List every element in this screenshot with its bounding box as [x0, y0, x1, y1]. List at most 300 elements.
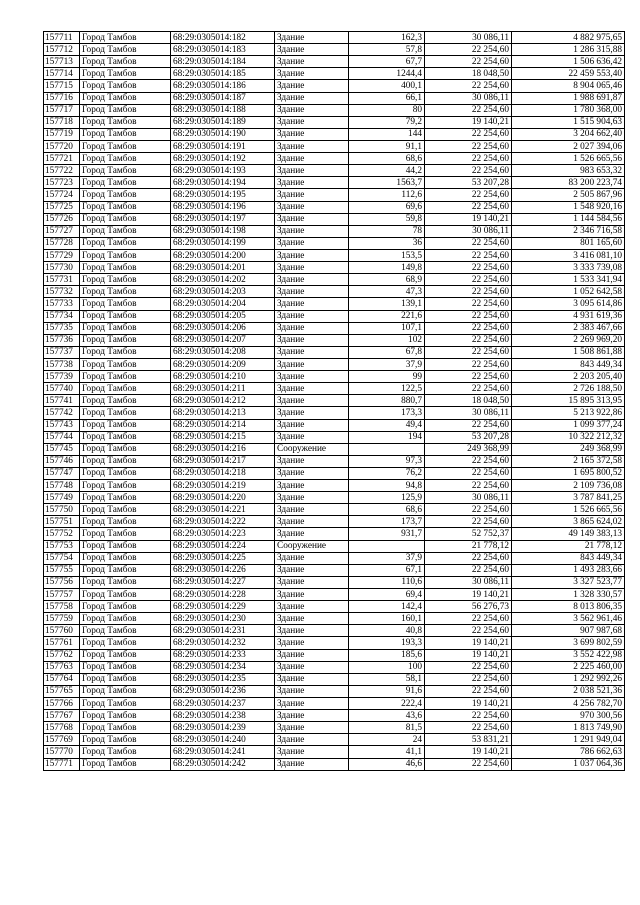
cadastral-number-cell: 68:29:0305014:184	[171, 56, 275, 68]
locality-cell: Город Тамбов	[80, 56, 171, 68]
area-cell: 81,5	[349, 722, 425, 734]
cadastral-value-cell: 2 165 372,58	[512, 455, 625, 467]
specific-value-cell: 22 254,60	[425, 298, 512, 310]
cadastral-number-cell: 68:29:0305014:194	[171, 177, 275, 189]
specific-value-cell: 30 086,11	[425, 407, 512, 419]
cadastral-value-cell: 1 099 377,24	[512, 419, 625, 431]
specific-value-cell: 22 254,60	[425, 128, 512, 140]
cadastral-number-cell: 68:29:0305014:193	[171, 165, 275, 177]
locality-cell: Город Тамбов	[80, 625, 171, 637]
table-row	[44, 649, 625, 661]
cadastral-number-cell: 68:29:0305014:225	[171, 552, 275, 564]
cadastral-number-cell: 68:29:0305014:203	[171, 286, 275, 298]
area-cell: 142,4	[349, 601, 425, 613]
cadastral-value-cell: 1 291 949,04	[512, 734, 625, 746]
object-type-cell: Здание	[275, 286, 349, 298]
area-cell: 36	[349, 237, 425, 249]
locality-cell: Город Тамбов	[80, 504, 171, 516]
cadastral-value-cell: 3 327 523,77	[512, 576, 625, 588]
specific-value-cell: 22 254,60	[425, 371, 512, 383]
cadastral-number-cell: 68:29:0305014:199	[171, 237, 275, 249]
table-row	[44, 189, 625, 201]
table-row	[44, 637, 625, 649]
locality-cell: Город Тамбов	[80, 153, 171, 165]
object-type-cell: Здание	[275, 189, 349, 201]
cadastral-value-cell: 970 300,56	[512, 710, 625, 722]
cadastral-number-cell: 68:29:0305014:208	[171, 346, 275, 358]
object-type-cell: Здание	[275, 589, 349, 601]
specific-value-cell: 30 086,11	[425, 92, 512, 104]
cadastral-number-cell: 68:29:0305014:220	[171, 492, 275, 504]
row-number-cell: 157741	[44, 395, 80, 407]
cadastral-number-cell: 68:29:0305014:226	[171, 564, 275, 576]
object-type-cell: Здание	[275, 298, 349, 310]
object-type-cell: Здание	[275, 576, 349, 588]
cadastral-value-cell: 3 865 624,02	[512, 516, 625, 528]
table-row	[44, 722, 625, 734]
table-row	[44, 710, 625, 722]
object-type-cell: Здание	[275, 758, 349, 770]
specific-value-cell: 22 254,60	[425, 673, 512, 685]
locality-cell: Город Тамбов	[80, 80, 171, 92]
cadastral-value-cell: 1 548 920,16	[512, 201, 625, 213]
table-row	[44, 673, 625, 685]
table-row	[44, 201, 625, 213]
cadastral-value-cell: 15 895 313,95	[512, 395, 625, 407]
row-number-cell: 157765	[44, 685, 80, 697]
area-cell: 59,8	[349, 213, 425, 225]
locality-cell: Город Тамбов	[80, 710, 171, 722]
cadastral-number-cell: 68:29:0305014:188	[171, 104, 275, 116]
area-cell: 76,2	[349, 467, 425, 479]
object-type-cell: Здание	[275, 237, 349, 249]
locality-cell: Город Тамбов	[80, 165, 171, 177]
locality-cell: Город Тамбов	[80, 249, 171, 261]
table-row	[44, 249, 625, 261]
specific-value-cell: 22 254,60	[425, 613, 512, 625]
area-cell: 222,4	[349, 698, 425, 710]
locality-cell: Город Тамбов	[80, 44, 171, 56]
specific-value-cell: 30 086,11	[425, 225, 512, 237]
area-cell: 67,1	[349, 564, 425, 576]
locality-cell: Город Тамбов	[80, 104, 171, 116]
specific-value-cell: 22 254,60	[425, 56, 512, 68]
row-number-cell: 157755	[44, 564, 80, 576]
cadastral-value-cell: 983 653,32	[512, 165, 625, 177]
cadastral-value-cell: 1 292 992,26	[512, 673, 625, 685]
cadastral-value-cell: 801 165,60	[512, 237, 625, 249]
object-type-cell: Здание	[275, 177, 349, 189]
area-cell: 37,9	[349, 358, 425, 370]
cadastral-number-cell: 68:29:0305014:234	[171, 661, 275, 673]
locality-cell: Город Тамбов	[80, 419, 171, 431]
row-number-cell: 157763	[44, 661, 80, 673]
locality-cell: Город Тамбов	[80, 480, 171, 492]
locality-cell: Город Тамбов	[80, 649, 171, 661]
table-row	[44, 262, 625, 274]
locality-cell: Город Тамбов	[80, 673, 171, 685]
object-type-cell: Здание	[275, 431, 349, 443]
cadastral-value-cell: 1 526 665,56	[512, 504, 625, 516]
locality-cell: Город Тамбов	[80, 661, 171, 673]
specific-value-cell: 22 254,60	[425, 322, 512, 334]
object-type-cell: Здание	[275, 722, 349, 734]
object-type-cell: Здание	[275, 710, 349, 722]
cadastral-number-cell: 68:29:0305014:202	[171, 274, 275, 286]
table-row	[44, 589, 625, 601]
locality-cell: Город Тамбов	[80, 310, 171, 322]
table-row	[44, 334, 625, 346]
cadastral-value-cell: 786 662,63	[512, 746, 625, 758]
object-type-cell: Здание	[275, 322, 349, 334]
cadastral-number-cell: 68:29:0305014:201	[171, 262, 275, 274]
object-type-cell: Здание	[275, 334, 349, 346]
cadastral-value-cell: 1 037 064,36	[512, 758, 625, 770]
row-number-cell: 157754	[44, 552, 80, 564]
row-number-cell: 157760	[44, 625, 80, 637]
locality-cell: Город Тамбов	[80, 613, 171, 625]
specific-value-cell: 22 254,60	[425, 710, 512, 722]
cadastral-number-cell: 68:29:0305014:217	[171, 455, 275, 467]
area-cell: 67,8	[349, 346, 425, 358]
specific-value-cell: 30 086,11	[425, 32, 512, 44]
cadastral-value-cell: 3 552 422,98	[512, 649, 625, 661]
cadastral-value-cell: 907 987,68	[512, 625, 625, 637]
area-cell: 193,3	[349, 637, 425, 649]
cadastral-number-cell: 68:29:0305014:231	[171, 625, 275, 637]
area-cell: 173,7	[349, 516, 425, 528]
locality-cell: Город Тамбов	[80, 68, 171, 80]
cadastral-value-cell: 843 449,34	[512, 358, 625, 370]
locality-cell: Город Тамбов	[80, 358, 171, 370]
locality-cell: Город Тамбов	[80, 758, 171, 770]
specific-value-cell: 53 207,28	[425, 177, 512, 189]
row-number-cell: 157761	[44, 637, 80, 649]
cadastral-number-cell: 68:29:0305014:215	[171, 431, 275, 443]
table-row	[44, 395, 625, 407]
area-cell: 139,1	[349, 298, 425, 310]
table-row	[44, 177, 625, 189]
cadastral-number-cell: 68:29:0305014:200	[171, 249, 275, 261]
row-number-cell: 157730	[44, 262, 80, 274]
row-number-cell: 157749	[44, 492, 80, 504]
specific-value-cell: 30 086,11	[425, 492, 512, 504]
locality-cell: Город Тамбов	[80, 407, 171, 419]
specific-value-cell: 53 831,21	[425, 734, 512, 746]
specific-value-cell: 21 778,12	[425, 540, 512, 552]
area-cell: 160,1	[349, 613, 425, 625]
area-cell: 78	[349, 225, 425, 237]
table-row	[44, 625, 625, 637]
specific-value-cell: 22 254,60	[425, 758, 512, 770]
specific-value-cell: 249 368,99	[425, 443, 512, 455]
object-type-cell: Здание	[275, 673, 349, 685]
row-number-cell: 157743	[44, 419, 80, 431]
cadastral-value-cell: 3 095 614,86	[512, 298, 625, 310]
locality-cell: Город Тамбов	[80, 395, 171, 407]
specific-value-cell: 22 254,60	[425, 286, 512, 298]
row-number-cell: 157769	[44, 734, 80, 746]
cadastral-value-cell: 1 533 341,94	[512, 274, 625, 286]
cadastral-number-cell: 68:29:0305014:210	[171, 371, 275, 383]
locality-cell: Город Тамбов	[80, 576, 171, 588]
object-type-cell: Здание	[275, 467, 349, 479]
area-cell: 153,5	[349, 249, 425, 261]
locality-cell: Город Тамбов	[80, 371, 171, 383]
locality-cell: Город Тамбов	[80, 540, 171, 552]
locality-cell: Город Тамбов	[80, 116, 171, 128]
row-number-cell: 157732	[44, 286, 80, 298]
cadastral-number-cell: 68:29:0305014:227	[171, 576, 275, 588]
row-number-cell: 157759	[44, 613, 80, 625]
object-type-cell: Здание	[275, 153, 349, 165]
row-number-cell: 157771	[44, 758, 80, 770]
specific-value-cell: 22 254,60	[425, 419, 512, 431]
table-row	[44, 734, 625, 746]
table-row	[44, 504, 625, 516]
object-type-cell: Здание	[275, 516, 349, 528]
specific-value-cell: 22 254,60	[425, 564, 512, 576]
cadastral-value-cell: 2 383 467,66	[512, 322, 625, 334]
specific-value-cell: 22 254,60	[425, 552, 512, 564]
row-number-cell: 157714	[44, 68, 80, 80]
area-cell	[349, 540, 425, 552]
row-number-cell: 157727	[44, 225, 80, 237]
locality-cell: Город Тамбов	[80, 286, 171, 298]
table-row	[44, 358, 625, 370]
object-type-cell: Здание	[275, 165, 349, 177]
row-number-cell: 157735	[44, 322, 80, 334]
cadastral-number-cell: 68:29:0305014:233	[171, 649, 275, 661]
row-number-cell: 157770	[44, 746, 80, 758]
row-number-cell: 157711	[44, 32, 80, 44]
row-number-cell: 157728	[44, 237, 80, 249]
locality-cell: Город Тамбов	[80, 383, 171, 395]
row-number-cell: 157768	[44, 722, 80, 734]
object-type-cell: Здание	[275, 92, 349, 104]
table-row	[44, 467, 625, 479]
row-number-cell: 157712	[44, 44, 80, 56]
cadastral-value-cell: 4 931 619,36	[512, 310, 625, 322]
cadastral-value-cell: 1 286 315,88	[512, 44, 625, 56]
specific-value-cell: 22 254,60	[425, 334, 512, 346]
specific-value-cell: 19 140,21	[425, 637, 512, 649]
row-number-cell: 157751	[44, 516, 80, 528]
table-row	[44, 165, 625, 177]
cadastral-value-cell: 1 493 283,66	[512, 564, 625, 576]
object-type-cell: Здание	[275, 601, 349, 613]
locality-cell: Город Тамбов	[80, 225, 171, 237]
object-type-cell: Здание	[275, 698, 349, 710]
object-type-cell: Здание	[275, 407, 349, 419]
cadastral-number-cell: 68:29:0305014:185	[171, 68, 275, 80]
specific-value-cell: 19 140,21	[425, 213, 512, 225]
area-cell: 99	[349, 371, 425, 383]
table-row	[44, 516, 625, 528]
row-number-cell: 157753	[44, 540, 80, 552]
table-row	[44, 564, 625, 576]
row-number-cell: 157739	[44, 371, 80, 383]
cadastral-value-cell: 1 695 800,52	[512, 467, 625, 479]
locality-cell: Город Тамбов	[80, 722, 171, 734]
cadastral-value-cell: 1 506 636,42	[512, 56, 625, 68]
specific-value-cell: 22 254,60	[425, 516, 512, 528]
row-number-cell: 157734	[44, 310, 80, 322]
specific-value-cell: 22 254,60	[425, 44, 512, 56]
table-row	[44, 80, 625, 92]
row-number-cell: 157726	[44, 213, 80, 225]
row-number-cell: 157747	[44, 467, 80, 479]
specific-value-cell: 22 254,60	[425, 249, 512, 261]
area-cell: 46,6	[349, 758, 425, 770]
specific-value-cell: 19 140,21	[425, 649, 512, 661]
cadastral-number-cell: 68:29:0305014:198	[171, 225, 275, 237]
area-cell: 91,6	[349, 685, 425, 697]
specific-value-cell: 22 254,60	[425, 625, 512, 637]
specific-value-cell: 22 254,60	[425, 661, 512, 673]
locality-cell: Город Тамбов	[80, 140, 171, 152]
object-type-cell: Здание	[275, 552, 349, 564]
cadastral-number-cell: 68:29:0305014:241	[171, 746, 275, 758]
cadastral-number-cell: 68:29:0305014:186	[171, 80, 275, 92]
area-cell: 931,7	[349, 528, 425, 540]
object-type-cell: Здание	[275, 140, 349, 152]
cadastral-value-cell: 49 149 383,13	[512, 528, 625, 540]
table-row	[44, 128, 625, 140]
cadastral-number-cell: 68:29:0305014:195	[171, 189, 275, 201]
table-row	[44, 455, 625, 467]
area-cell: 44,2	[349, 165, 425, 177]
object-type-cell: Здание	[275, 116, 349, 128]
area-cell: 80	[349, 104, 425, 116]
cadastral-number-cell: 68:29:0305014:219	[171, 480, 275, 492]
row-number-cell: 157758	[44, 601, 80, 613]
table-row	[44, 746, 625, 758]
cadastral-number-cell: 68:29:0305014:240	[171, 734, 275, 746]
locality-cell: Город Тамбов	[80, 601, 171, 613]
locality-cell: Город Тамбов	[80, 32, 171, 44]
table-row	[44, 225, 625, 237]
area-cell: 880,7	[349, 395, 425, 407]
object-type-cell: Здание	[275, 104, 349, 116]
area-cell: 69,6	[349, 201, 425, 213]
table-row	[44, 104, 625, 116]
cadastral-value-cell: 2 225 460,00	[512, 661, 625, 673]
locality-cell: Город Тамбов	[80, 334, 171, 346]
cadastral-value-cell: 3 562 961,46	[512, 613, 625, 625]
cadastral-value-cell: 2 505 867,96	[512, 189, 625, 201]
cadastral-number-cell: 68:29:0305014:223	[171, 528, 275, 540]
table-row	[44, 383, 625, 395]
area-cell: 43,6	[349, 710, 425, 722]
row-number-cell: 157716	[44, 92, 80, 104]
area-cell: 66,1	[349, 92, 425, 104]
row-number-cell: 157723	[44, 177, 80, 189]
table-row	[44, 44, 625, 56]
cadastral-value-cell: 1 052 642,58	[512, 286, 625, 298]
object-type-cell: Здание	[275, 637, 349, 649]
object-type-cell: Сооружение	[275, 540, 349, 552]
specific-value-cell: 22 254,60	[425, 140, 512, 152]
area-cell: 1244,4	[349, 68, 425, 80]
object-type-cell: Здание	[275, 68, 349, 80]
locality-cell: Город Тамбов	[80, 467, 171, 479]
locality-cell: Город Тамбов	[80, 237, 171, 249]
object-type-cell: Здание	[275, 80, 349, 92]
object-type-cell: Здание	[275, 56, 349, 68]
cadastral-value-cell: 1 515 904,63	[512, 116, 625, 128]
locality-cell: Город Тамбов	[80, 685, 171, 697]
table-row	[44, 492, 625, 504]
cadastral-number-cell: 68:29:0305014:224	[171, 540, 275, 552]
specific-value-cell: 19 140,21	[425, 698, 512, 710]
cadastral-value-cell: 5 213 922,86	[512, 407, 625, 419]
area-cell: 41,1	[349, 746, 425, 758]
object-type-cell: Здание	[275, 528, 349, 540]
area-cell: 194	[349, 431, 425, 443]
cadastral-value-cell: 2 038 521,36	[512, 685, 625, 697]
cadastral-number-cell: 68:29:0305014:238	[171, 710, 275, 722]
object-type-cell: Здание	[275, 201, 349, 213]
object-type-cell: Здание	[275, 395, 349, 407]
area-cell: 112,6	[349, 189, 425, 201]
specific-value-cell: 22 254,60	[425, 262, 512, 274]
cadastral-number-cell: 68:29:0305014:206	[171, 322, 275, 334]
area-cell: 67,7	[349, 56, 425, 68]
specific-value-cell: 22 254,60	[425, 722, 512, 734]
cadastral-number-cell: 68:29:0305014:205	[171, 310, 275, 322]
row-number-cell: 157724	[44, 189, 80, 201]
locality-cell: Город Тамбов	[80, 746, 171, 758]
row-number-cell: 157752	[44, 528, 80, 540]
table-row	[44, 371, 625, 383]
object-type-cell: Здание	[275, 625, 349, 637]
specific-value-cell: 22 254,60	[425, 237, 512, 249]
area-cell: 68,9	[349, 274, 425, 286]
table-row	[44, 286, 625, 298]
row-number-cell: 157745	[44, 443, 80, 455]
table-row	[44, 322, 625, 334]
cadastral-number-cell: 68:29:0305014:191	[171, 140, 275, 152]
specific-value-cell: 22 254,60	[425, 504, 512, 516]
table-row	[44, 685, 625, 697]
table-row	[44, 407, 625, 419]
row-number-cell: 157731	[44, 274, 80, 286]
cadastral-value-cell: 1 813 749,90	[512, 722, 625, 734]
row-number-cell: 157719	[44, 128, 80, 140]
table-row	[44, 237, 625, 249]
cadastral-number-cell: 68:29:0305014:183	[171, 44, 275, 56]
object-type-cell: Здание	[275, 504, 349, 516]
cadastral-value-cell: 3 204 662,40	[512, 128, 625, 140]
cadastral-value-cell: 1 526 665,56	[512, 153, 625, 165]
area-cell: 79,2	[349, 116, 425, 128]
locality-cell: Город Тамбов	[80, 637, 171, 649]
object-type-cell: Здание	[275, 383, 349, 395]
area-cell: 24	[349, 734, 425, 746]
area-cell: 144	[349, 128, 425, 140]
table-row	[44, 758, 625, 770]
table-row	[44, 346, 625, 358]
cadastral-value-cell: 3 333 739,08	[512, 262, 625, 274]
cadastral-value-cell: 22 459 553,40	[512, 68, 625, 80]
area-cell: 40,8	[349, 625, 425, 637]
cadastral-number-cell: 68:29:0305014:187	[171, 92, 275, 104]
cadastral-value-cell: 83 200 223,74	[512, 177, 625, 189]
specific-value-cell: 22 254,60	[425, 346, 512, 358]
row-number-cell: 157721	[44, 153, 80, 165]
object-type-cell: Здание	[275, 213, 349, 225]
